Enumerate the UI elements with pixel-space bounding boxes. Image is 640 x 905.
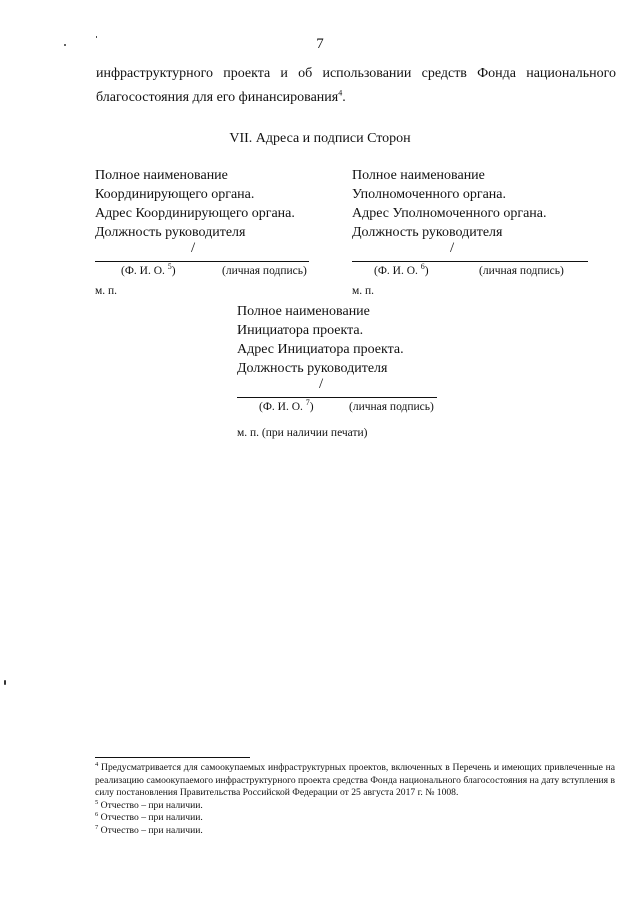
party-block-coordinating-body <box>95 166 315 301</box>
signature-caption-row <box>352 262 592 278</box>
footnote-text: Предусматривается для самоокупаемых инфраструктурных проектов, включенных в Перечень и имеющих привлеченные на реализацию самоокупаемого инфраструктурного проекта средства Фонда национального благосостояния на дату вступления в силу постановления Правительства Российской Федерации от 25 августа 2017 г. № 1008. <box>95 762 615 798</box>
fio-label <box>121 262 176 281</box>
party-block-project-initiator <box>237 302 447 443</box>
intro-paragraph <box>96 62 616 110</box>
party-line: Должность руководителя <box>352 225 503 240</box>
party-line: Полное наименование <box>237 304 370 319</box>
footnote-text: Отчество – при наличии. <box>100 812 203 823</box>
fio-text: (Ф. И. О. <box>121 265 165 277</box>
scan-speck <box>96 36 97 38</box>
fio-close: ) <box>309 401 314 413</box>
fio-label <box>259 398 314 417</box>
section-title: VII. Адреса и подписи Сторон <box>229 131 411 146</box>
party-line: Должность руководителя <box>237 361 388 376</box>
signature-separator: / <box>450 240 455 256</box>
footnote-text: Отчество – при наличии. <box>100 824 203 836</box>
footnote-7 <box>95 825 615 838</box>
footnote-text: Отчество – при наличии. <box>100 799 203 811</box>
party-line: Координирующего органа. <box>95 187 255 202</box>
fio-close: ) <box>424 265 429 277</box>
signature-separator: / <box>191 240 196 256</box>
stamp-note: м. п. <box>95 285 118 297</box>
signature-separator: / <box>319 376 324 392</box>
footnote-ref-6: 6 <box>420 262 425 272</box>
footnote-ref-5: 5 <box>167 262 172 272</box>
signature-line <box>237 376 437 398</box>
footnote-number: 6 <box>95 810 99 818</box>
stamp-note: м. п. (при наличии печати) <box>237 427 368 439</box>
party-line: Полное наименование <box>352 168 485 183</box>
footnote-5 <box>95 800 615 813</box>
party-line: Инициатора проекта. <box>237 323 364 338</box>
party-line: Адрес Координирующего органа. <box>95 206 295 221</box>
page-number: 7 <box>316 36 324 52</box>
intro-end: . <box>342 90 346 105</box>
scan-speck <box>4 680 6 685</box>
footnote-6 <box>95 812 615 825</box>
signature-label: (личная подпись) <box>349 401 434 413</box>
party-line: Адрес Инициатора проекта. <box>237 342 404 357</box>
footnote-number: 4 <box>95 760 99 768</box>
party-line: Должность руководителя <box>95 225 246 240</box>
signature-label: (личная подпись) <box>222 265 307 277</box>
footnote-number: 5 <box>95 798 99 806</box>
party-line: Уполномоченного органа. <box>352 187 506 202</box>
party-block-authorized-body <box>352 166 592 301</box>
footnote-ref-4: 4 <box>338 88 343 98</box>
footnote-ref-7: 7 <box>305 398 310 408</box>
footnote-divider <box>95 757 250 758</box>
fio-text: (Ф. И. О. <box>374 265 418 277</box>
intro-text: инфраструктурного проекта и об использовании средств Фонда национального благосостояния для его финансирования <box>96 66 616 105</box>
fio-label <box>374 262 429 281</box>
party-line: Полное наименование <box>95 168 228 183</box>
signature-caption-row <box>95 262 315 278</box>
footnote-4 <box>95 762 615 800</box>
party-line: Адрес Уполномоченного органа. <box>352 206 547 221</box>
fio-close: ) <box>171 265 176 277</box>
scan-speck <box>64 44 66 46</box>
footnotes <box>95 762 615 837</box>
signature-label: (личная подпись) <box>479 265 564 277</box>
signature-line <box>95 240 309 262</box>
footnote-number: 7 <box>95 823 99 831</box>
fio-text: (Ф. И. О. <box>259 401 303 413</box>
stamp-note: м. п. <box>352 285 375 297</box>
signature-caption-row <box>237 398 447 414</box>
signature-line <box>352 240 588 262</box>
